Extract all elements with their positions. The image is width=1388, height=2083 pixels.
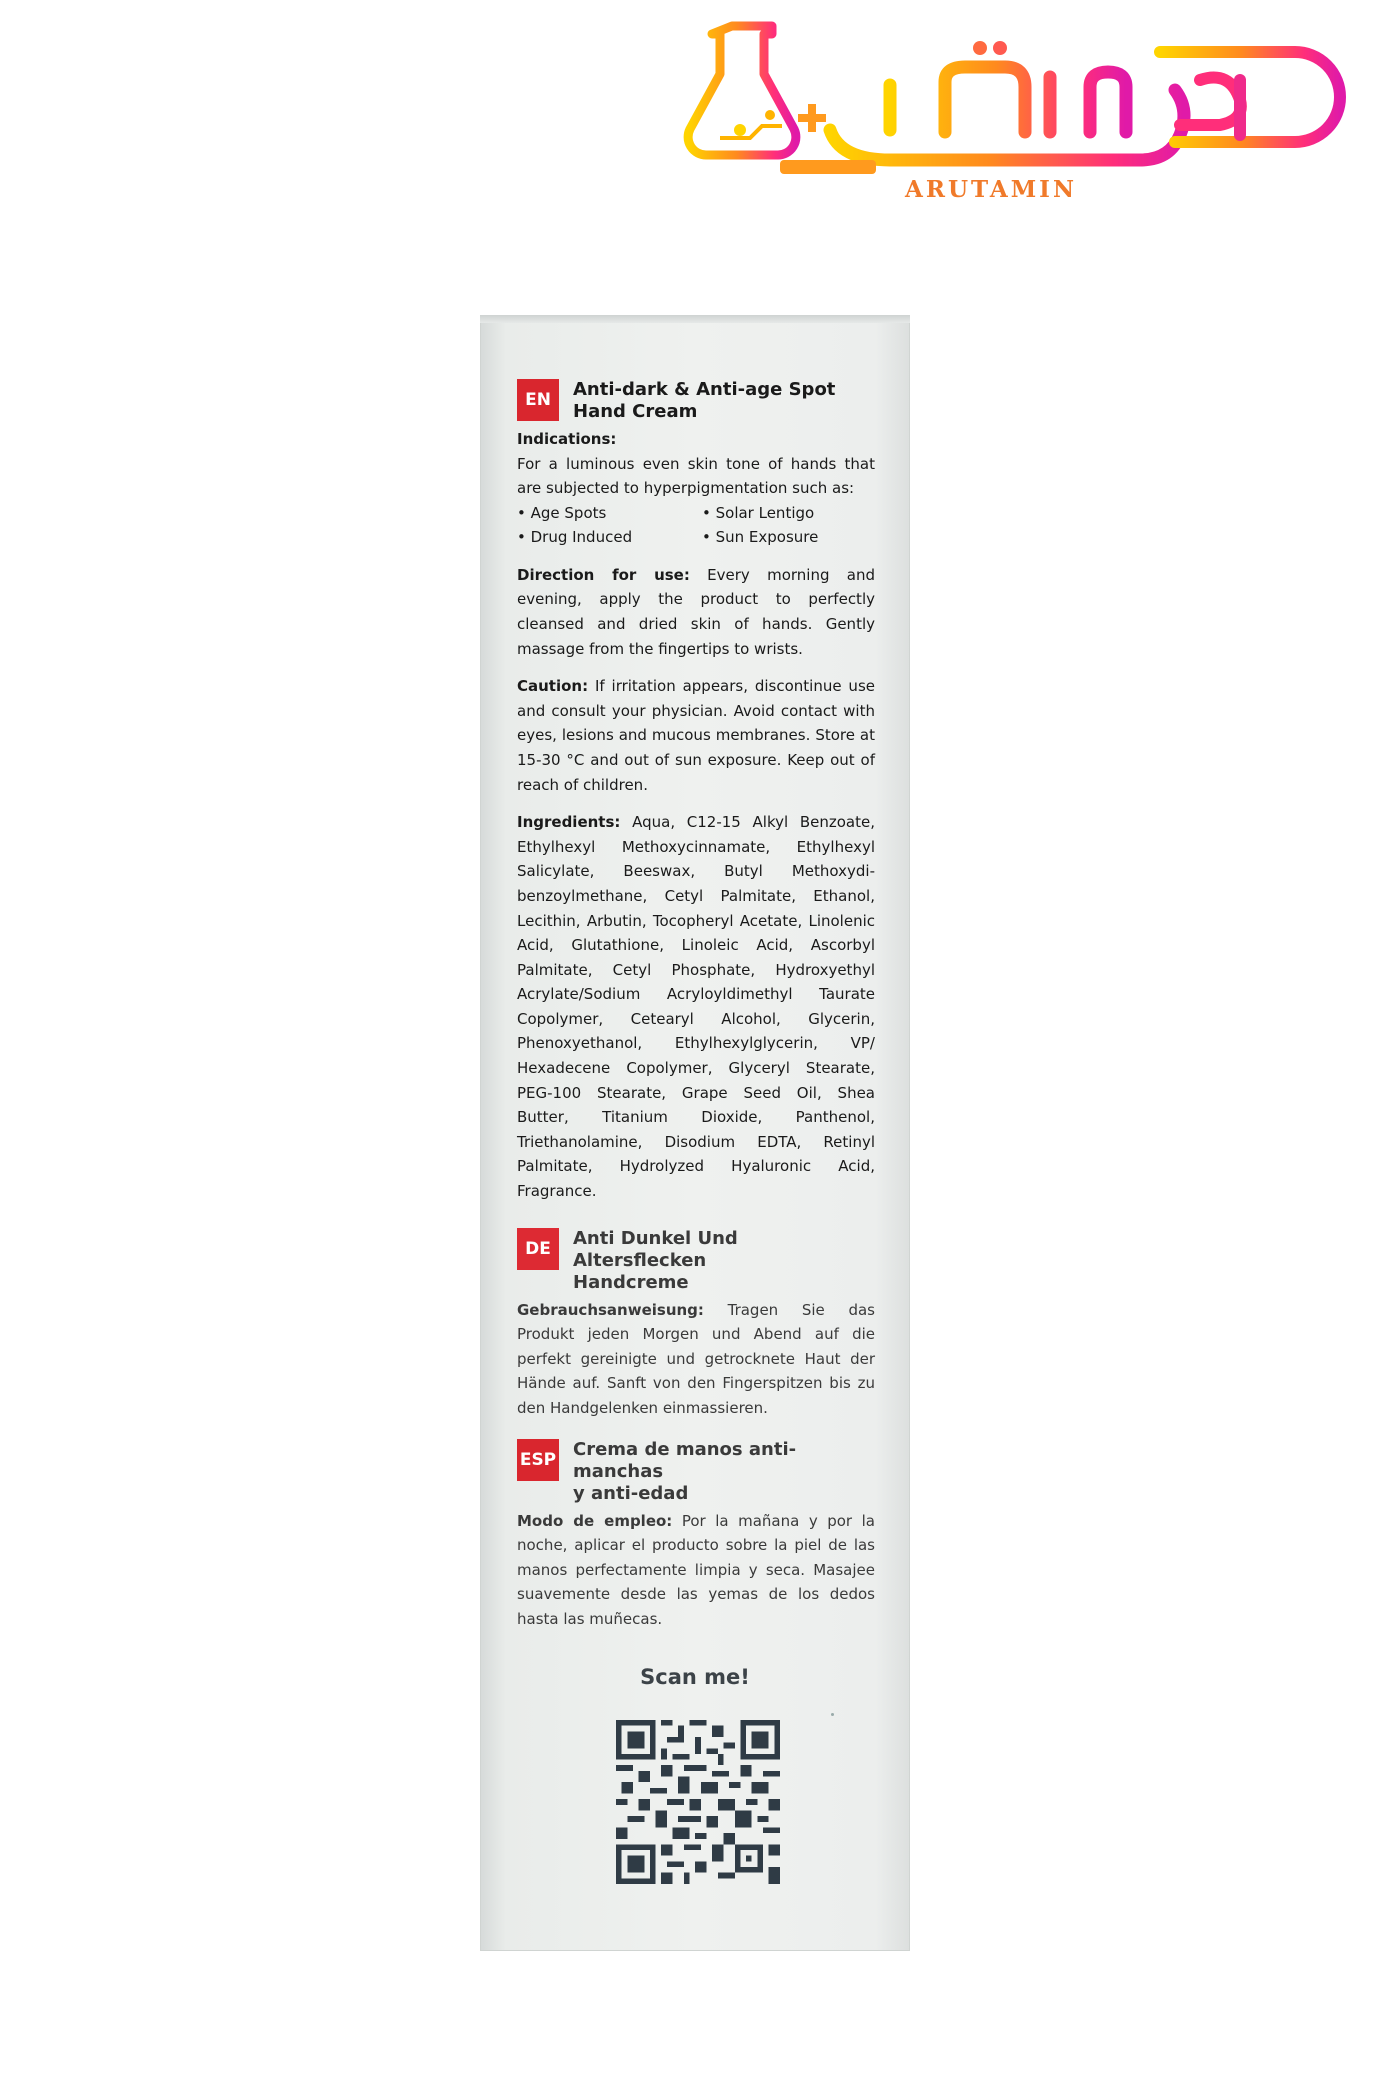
box-top-edge <box>480 315 910 323</box>
de-section-header <box>517 1228 875 1294</box>
en-title-line2: Hand Cream <box>573 401 698 422</box>
direction-label: Direction for use: <box>517 565 690 584</box>
de-usage-text: Tragen Sie das Produkt jeden Morgen und Abend auf die perfekt gereinigte und getrocknete Haut der Hände auf. Sanft von den Fingerspitzen bis zu den Handgelenken einmassieren. <box>517 1300 875 1417</box>
speck <box>831 1713 834 1716</box>
ingredients-paragraph <box>517 810 875 1204</box>
caution-text: If irritation appears, discontinue use and consult your physician. Avoid contact with eyes, lesions and mucous membranes. Store at 15-30 °C and out of sun exposure. Keep out of reach of children. <box>517 677 875 794</box>
product-box <box>480 315 910 1951</box>
de-title-line1: Anti Dunkel Und Altersflecken <box>573 1227 738 1271</box>
logo-latin-text: ARUTAMIN <box>905 176 1077 203</box>
ingredients-label: Ingredients: <box>517 813 621 832</box>
de-title <box>573 1228 875 1294</box>
direction-paragraph <box>517 563 875 661</box>
caution-paragraph <box>517 674 875 797</box>
esp-usage-label: Modo de empleo: <box>517 1511 673 1530</box>
esp-usage-paragraph <box>517 1509 875 1632</box>
de-title-line2: Handcreme <box>573 1271 689 1293</box>
caution-label: Caution: <box>517 677 589 696</box>
bullet-item: • Age Spots <box>517 503 607 522</box>
indications-text: For a luminous even skin tone of hands that are subjected to hyperpigmentation such as: <box>517 454 875 498</box>
esp-badge: ESP <box>517 1439 559 1481</box>
en-badge: EN <box>517 379 559 421</box>
de-usage-label: Gebrauchsanweisung: <box>517 1300 704 1319</box>
esp-title-line2: y anti-edad <box>573 1482 689 1504</box>
esp-title-line1: Crema de manos anti-manchas <box>573 1438 797 1482</box>
de-badge: DE <box>517 1228 559 1270</box>
indications-label: Indications: <box>517 430 617 448</box>
box-text-content <box>517 379 875 1632</box>
bullet-item: • Sun Exposure <box>702 528 819 547</box>
scan-me-label: Scan me! <box>640 1665 750 1689</box>
ingredients-text: Aqua, C12-15 Alkyl Benzoate, Ethylhexyl Methoxycinnamate, Ethylhexyl Salicylate, Beeswax, Butyl Methoxydi-benzoylmethane, Cetyl Palmitate, Ethanol, Lecithin, Arbutin, Tocopheryl Acetate, Linolenic Acid, Glutathione, Linoleic Acid, Ascorbyl Palmitate, Cetyl Phosphate, Hydroxyethyl Acrylate/Sodium Acryloyldimethyl Taurate Copolymer, Cetearyl Alcohol, Glycerin, Phenoxyethanol, Ethylhexylglycerin, VP/ Hexadecene Copolymer, Glyceryl Stearate, PEG-100 Stearate, Grape Seed Oil, Shea Butter, Titanium Dioxide, Panthenol, Triethanolamine, Disodium EDTA, Retinyl Palmitate, Hydrolyzed Hyaluronic Acid, Fragrance. <box>517 813 875 1201</box>
esp-section-header <box>517 1439 875 1505</box>
en-title <box>573 379 835 423</box>
qr-code <box>616 1720 780 1884</box>
esp-usage-text: Por la mañana y por la noche, aplicar el producto sobre la piel de las manos perfectamente limpia y seca. Masajee suavemente desde las yemas de los dedos hasta las muñecas. <box>517 1511 875 1628</box>
de-usage-paragraph <box>517 1298 875 1421</box>
en-section-header <box>517 379 875 423</box>
esp-title <box>573 1439 875 1505</box>
indication-bullets <box>517 501 875 550</box>
bullet-item: • Solar Lentigo <box>702 503 815 522</box>
direction-text: Every morning and evening, apply the product to perfectly cleansed and dried skin of hands. Gently massage from the fingertips to wrists. <box>517 565 875 658</box>
en-title-line1: Anti-dark & Anti-age Spot <box>573 379 836 400</box>
bullet-item: • Drug Induced <box>517 528 633 547</box>
